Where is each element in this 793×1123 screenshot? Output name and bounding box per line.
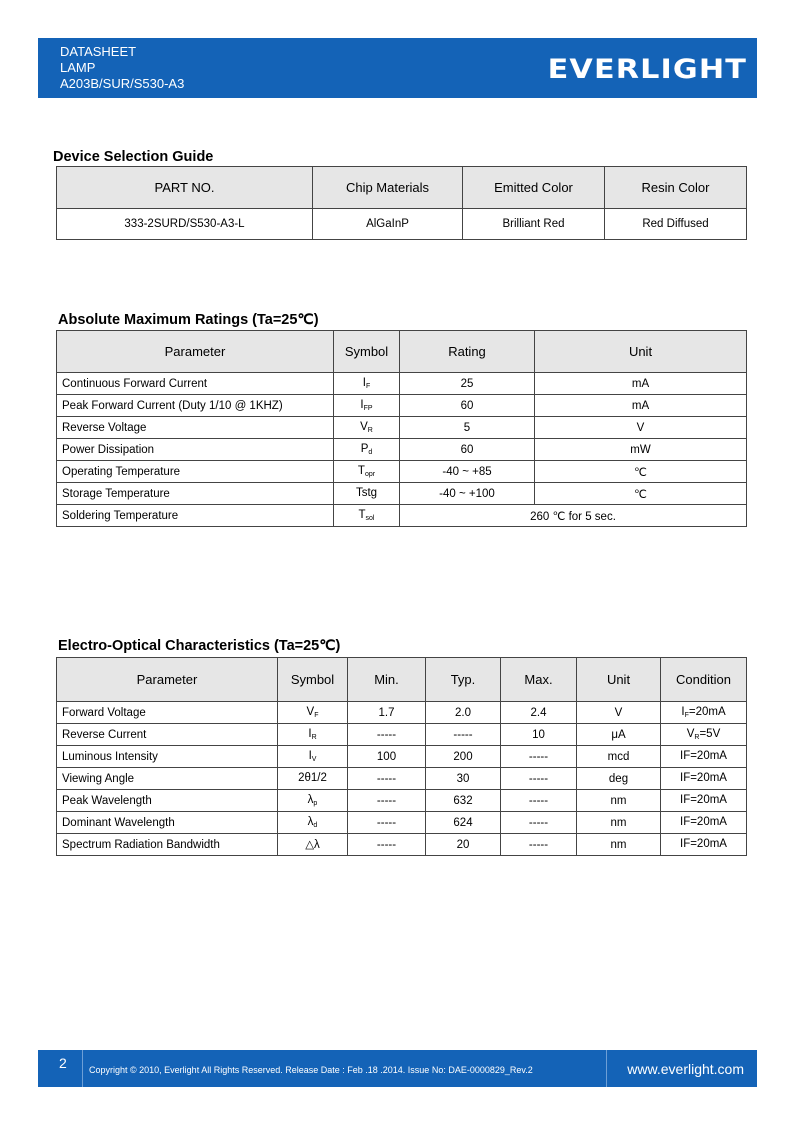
rating-cell: -40 ~ +85	[400, 461, 535, 483]
condition-cell	[661, 768, 747, 790]
unit-cell: ℃	[535, 483, 747, 505]
table-header-row	[57, 167, 747, 209]
symbol: P	[360, 443, 369, 455]
unit-cell: μA	[577, 724, 661, 746]
param-cell: Storage Temperature	[57, 483, 334, 505]
condition-symbol: IF=20mA	[680, 772, 727, 784]
symbol-cell	[334, 439, 400, 461]
symbol-cell	[334, 461, 400, 483]
col-header: Emitted Color	[463, 167, 605, 209]
page-header	[38, 38, 757, 98]
param-cell: Viewing Angle	[57, 768, 278, 790]
table-row	[57, 395, 747, 417]
unit-cell: V	[535, 417, 747, 439]
table-row	[57, 812, 747, 834]
page-number: 2	[59, 1055, 67, 1071]
doc-type: DATASHEET	[60, 44, 137, 59]
col-header: Unit	[577, 658, 661, 702]
symbol-cell	[278, 834, 348, 856]
table-row	[57, 461, 747, 483]
symbol-sub: d	[368, 449, 373, 456]
eo-title: Electro-Optical Characteristics (Ta=25℃)	[58, 638, 341, 654]
col-header: Rating	[400, 331, 535, 373]
param-cell: Soldering Temperature	[57, 505, 334, 527]
footer-divider	[606, 1050, 607, 1087]
col-header: Max.	[501, 658, 577, 702]
col-header: Chip Materials	[313, 167, 463, 209]
symbol-sub: F	[365, 383, 371, 390]
symbol-sub: opr	[364, 471, 376, 478]
copyright-text: Copyright © 2010, Everlight All Rights Reserved. Release Date : Feb .18 .2014. Issue No: DAE-0000829_Rev.2	[89, 1065, 533, 1075]
table-cell: 333-2SURD/S530-A3-L	[57, 209, 313, 240]
min-cell: -----	[348, 724, 426, 746]
min-cell: -----	[348, 812, 426, 834]
symbol: λ	[307, 794, 314, 806]
table-row	[57, 768, 747, 790]
table-header-row	[57, 331, 747, 373]
selection-table	[56, 166, 747, 240]
min-cell: -----	[348, 834, 426, 856]
col-header: Unit	[535, 331, 747, 373]
condition-cell	[661, 812, 747, 834]
table-row	[57, 439, 747, 461]
unit-cell: mW	[535, 439, 747, 461]
table-row	[57, 505, 747, 527]
param-cell: Operating Temperature	[57, 461, 334, 483]
selection-title: Device Selection Guide	[53, 149, 214, 165]
typ-cell: 30	[426, 768, 501, 790]
col-header: PART NO.	[57, 167, 313, 209]
param-cell: Luminous Intensity	[57, 746, 278, 768]
condition-sub: F	[684, 712, 689, 719]
symbol: T	[358, 509, 366, 521]
max-cell: 10	[501, 724, 577, 746]
eo-table	[56, 657, 747, 856]
footer-divider	[82, 1050, 83, 1087]
everlight-logo: EVERLIGHT	[547, 54, 747, 85]
product-type: LAMP	[60, 60, 96, 75]
col-header: Symbol	[334, 331, 400, 373]
param-cell: Power Dissipation	[57, 439, 334, 461]
part-number: A203B/SUR/S530-A3	[60, 76, 185, 91]
col-header: Symbol	[278, 658, 348, 702]
table-header-row	[57, 658, 747, 702]
min-cell: 100	[348, 746, 426, 768]
col-header: Parameter	[57, 331, 334, 373]
max-cell: -----	[501, 768, 577, 790]
condition-cell	[661, 746, 747, 768]
unit-cell: V	[577, 702, 661, 724]
symbol-cell	[278, 746, 348, 768]
symbol-sub: R	[367, 427, 373, 434]
condition-cell	[661, 724, 747, 746]
solder-value-cell: 260 ℃ for 5 sec.	[400, 505, 747, 527]
symbol: I	[308, 750, 312, 762]
rating-cell: 60	[400, 395, 535, 417]
param-cell: Dominant Wavelength	[57, 812, 278, 834]
symbol: V	[360, 421, 368, 433]
param-cell: Peak Wavelength	[57, 790, 278, 812]
rating-cell: 60	[400, 439, 535, 461]
header-text	[60, 44, 184, 92]
col-header: Resin Color	[605, 167, 747, 209]
typ-cell: 200	[426, 746, 501, 768]
condition-symbol: V	[686, 728, 695, 740]
col-header: Typ.	[426, 658, 501, 702]
symbol-cell	[278, 812, 348, 834]
table-row	[57, 790, 747, 812]
rating-cell: -40 ~ +100	[400, 483, 535, 505]
col-header: Parameter	[57, 658, 278, 702]
symbol-cell	[278, 790, 348, 812]
unit-cell: nm	[577, 812, 661, 834]
symbol: I	[360, 399, 364, 411]
table-row	[57, 746, 747, 768]
col-header: Min.	[348, 658, 426, 702]
typ-cell: 624	[426, 812, 501, 834]
symbol: △λ	[305, 839, 320, 851]
symbol-cell	[334, 483, 400, 505]
min-cell: 1.7	[348, 702, 426, 724]
min-cell: -----	[348, 768, 426, 790]
table-row	[57, 483, 747, 505]
condition-symbol: IF=20mA	[680, 816, 727, 828]
condition-symbol: IF=20mA	[680, 750, 727, 762]
table-row	[57, 209, 747, 240]
max-cell: -----	[501, 834, 577, 856]
param-cell: Reverse Current	[57, 724, 278, 746]
max-cell: -----	[501, 746, 577, 768]
condition-rest: =20mA	[688, 706, 726, 718]
symbol-cell	[334, 395, 400, 417]
param-cell: Forward Voltage	[57, 702, 278, 724]
rating-cell: 5	[400, 417, 535, 439]
unit-cell: mA	[535, 395, 747, 417]
condition-cell	[661, 834, 747, 856]
unit-cell: mcd	[577, 746, 661, 768]
table-cell: Red Diffused	[605, 209, 747, 240]
symbol-sub: sol	[365, 515, 375, 522]
symbol: V	[306, 706, 315, 718]
table-cell: AlGaInP	[313, 209, 463, 240]
table-row	[57, 724, 747, 746]
absmax-title: Absolute Maximum Ratings (Ta=25℃)	[58, 312, 319, 328]
unit-cell: nm	[577, 834, 661, 856]
symbol-cell	[334, 373, 400, 395]
table-row	[57, 417, 747, 439]
symbol: I	[308, 728, 312, 740]
condition-symbol: I	[681, 706, 685, 718]
symbol-cell	[334, 505, 400, 527]
unit-cell: nm	[577, 790, 661, 812]
unit-cell: mA	[535, 373, 747, 395]
symbol-cell	[278, 702, 348, 724]
max-cell: 2.4	[501, 702, 577, 724]
website-link[interactable]: www.everlight.com	[627, 1061, 744, 1077]
rating-cell: 25	[400, 373, 535, 395]
typ-cell: -----	[426, 724, 501, 746]
param-cell: Continuous Forward Current	[57, 373, 334, 395]
table-row	[57, 834, 747, 856]
symbol-sub: d	[313, 822, 318, 829]
typ-cell: 632	[426, 790, 501, 812]
max-cell: -----	[501, 812, 577, 834]
unit-cell: deg	[577, 768, 661, 790]
symbol-sub: F	[314, 712, 319, 719]
param-cell: Spectrum Radiation Bandwidth	[57, 834, 278, 856]
param-cell: Reverse Voltage	[57, 417, 334, 439]
symbol-sub: FP	[363, 405, 373, 412]
min-cell: -----	[348, 790, 426, 812]
symbol-sub: R	[311, 734, 317, 741]
symbol-cell	[278, 768, 348, 790]
symbol-sub: V	[311, 756, 317, 763]
typ-cell: 20	[426, 834, 501, 856]
unit-cell: ℃	[535, 461, 747, 483]
max-cell: -----	[501, 790, 577, 812]
symbol: 2θ1/2	[298, 772, 327, 784]
symbol: T	[357, 465, 365, 477]
symbol: λ	[307, 816, 314, 828]
typ-cell: 2.0	[426, 702, 501, 724]
col-header: Condition	[661, 658, 747, 702]
condition-cell	[661, 702, 747, 724]
symbol-sub: p	[313, 800, 318, 807]
symbol-cell	[334, 417, 400, 439]
symbol: I	[362, 377, 366, 389]
condition-symbol: IF=20mA	[680, 838, 727, 850]
param-cell: Peak Forward Current (Duty 1/10 @ 1KHZ)	[57, 395, 334, 417]
condition-symbol: IF=20mA	[680, 794, 727, 806]
condition-sub: R	[694, 734, 700, 741]
table-row	[57, 373, 747, 395]
table-row	[57, 702, 747, 724]
condition-cell	[661, 790, 747, 812]
symbol-cell	[278, 724, 348, 746]
symbol: Tstg	[355, 487, 378, 499]
absmax-table	[56, 330, 747, 527]
table-cell: Brilliant Red	[463, 209, 605, 240]
condition-rest: =5V	[699, 728, 721, 740]
page-footer	[38, 1050, 757, 1087]
